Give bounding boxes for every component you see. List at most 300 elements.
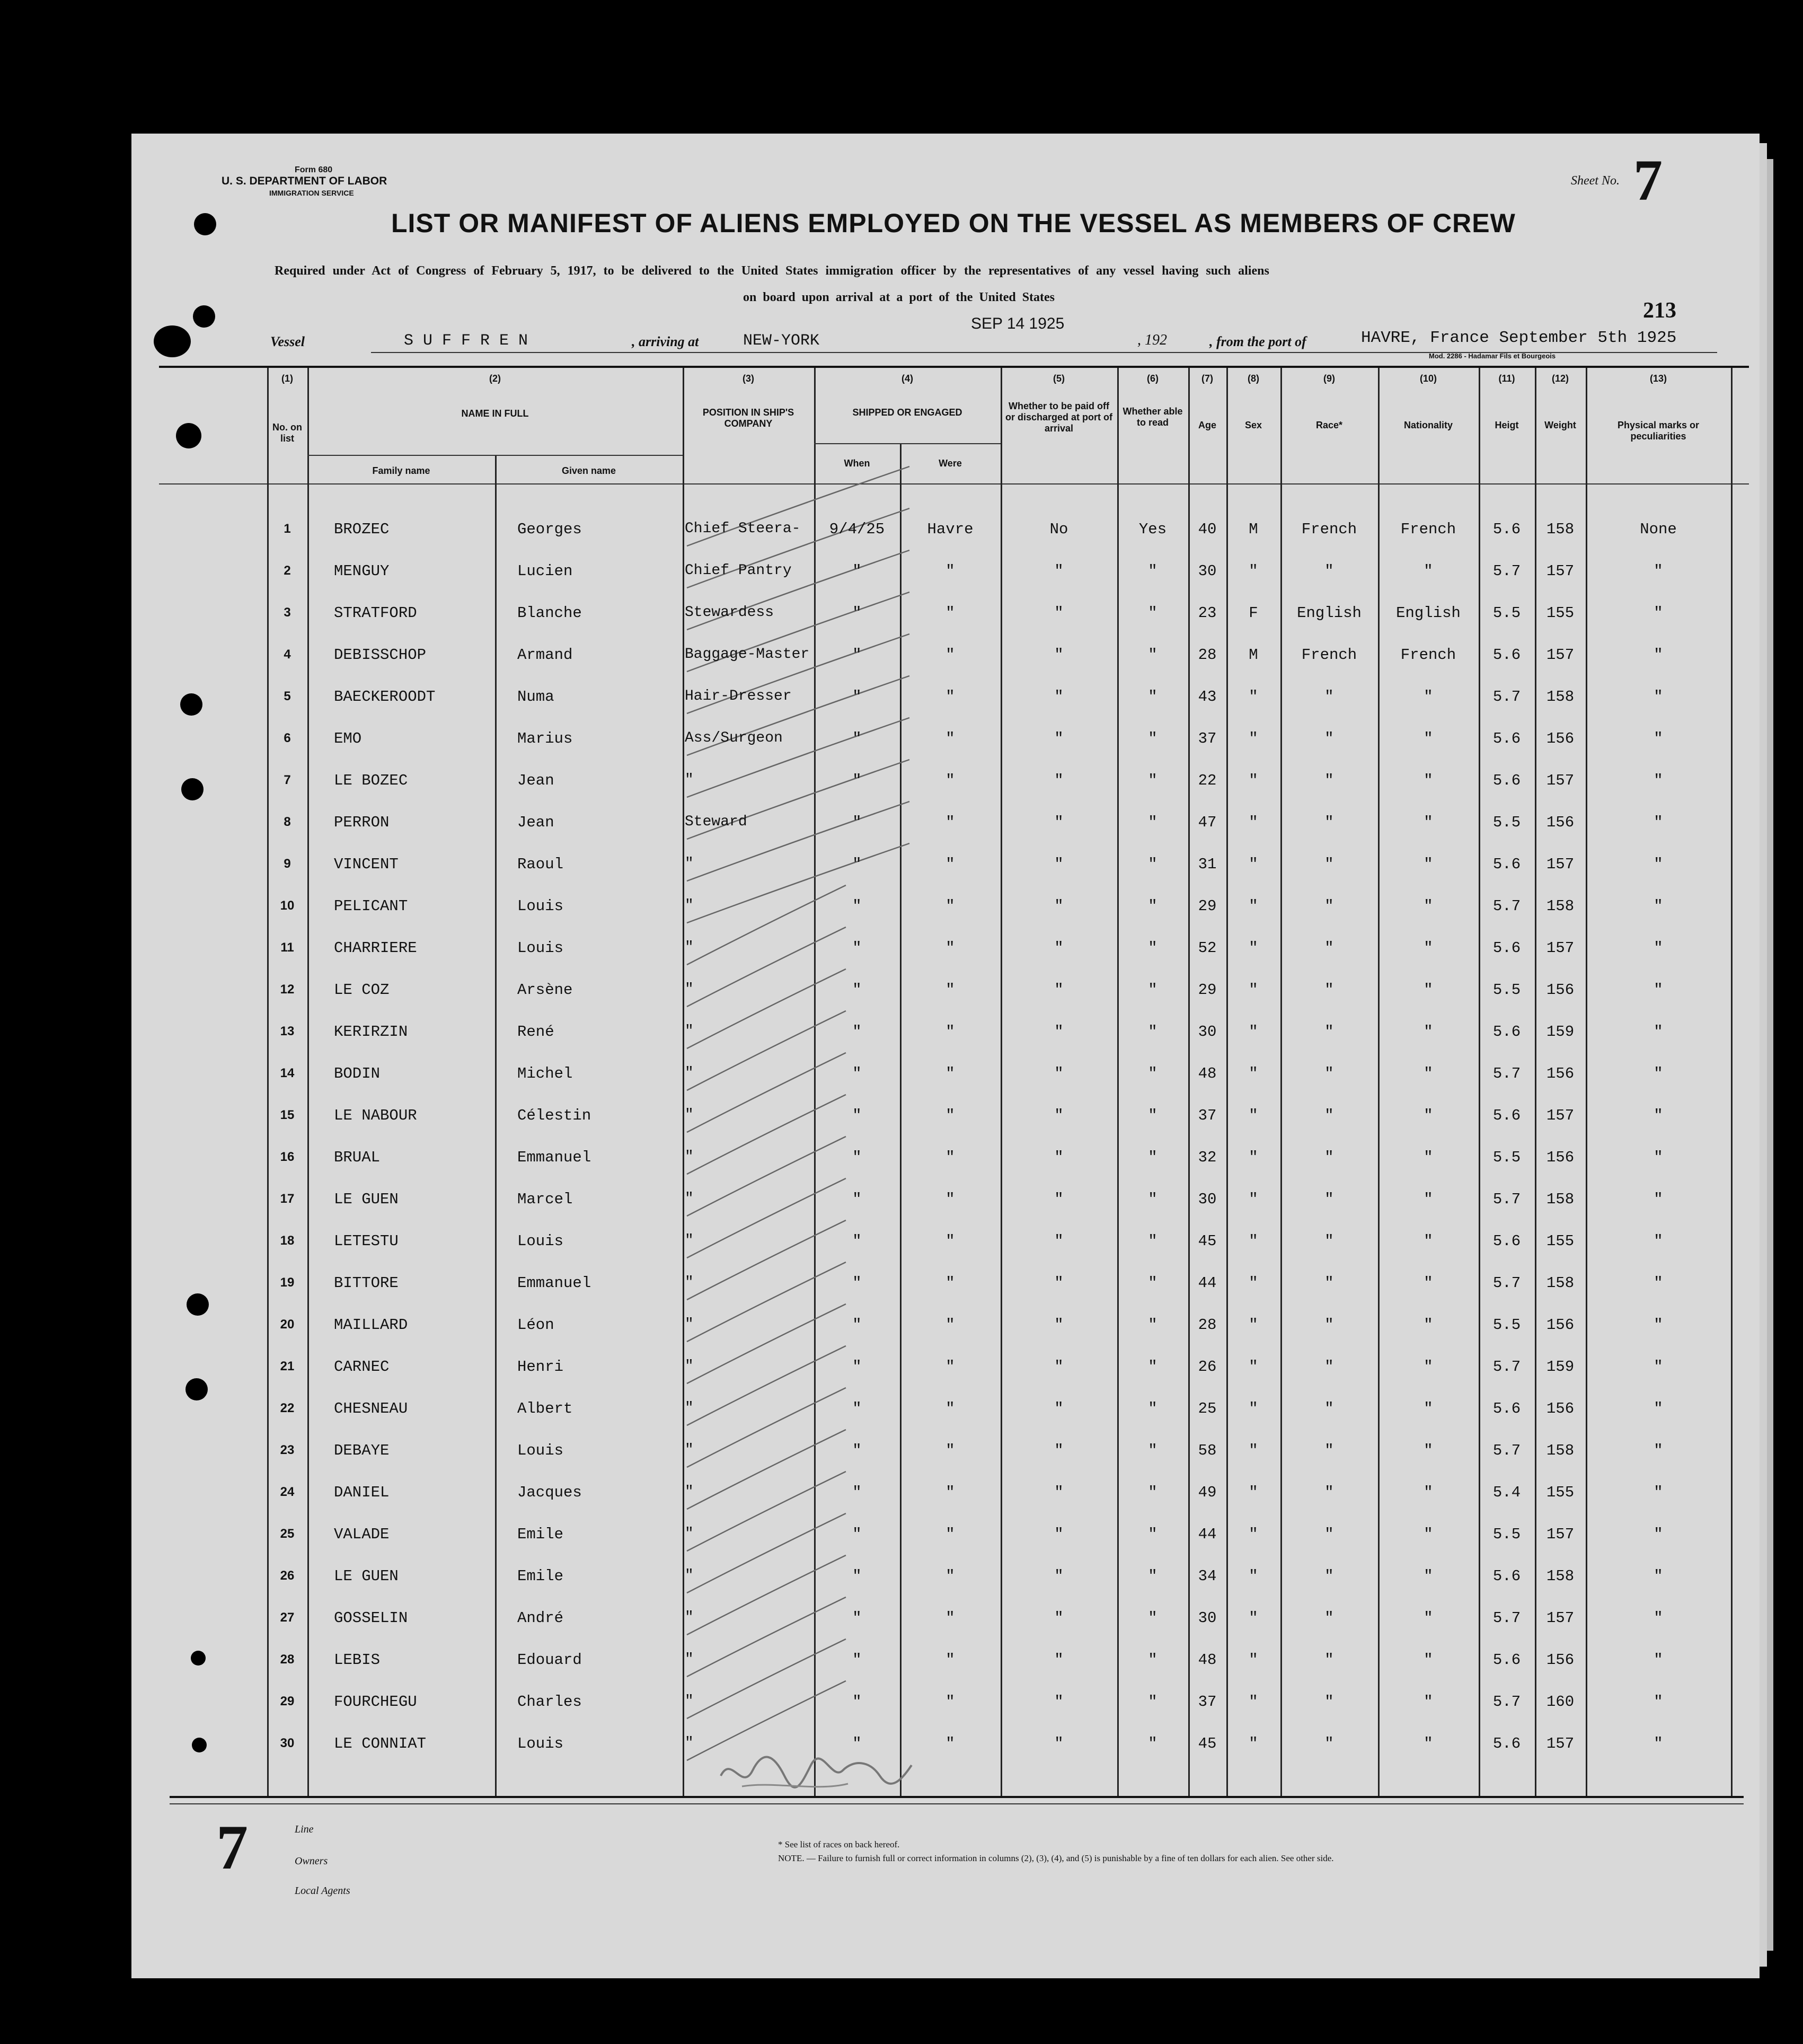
race-cell: ": [1324, 1232, 1334, 1250]
printer-imprint: Mod. 2286 - Hadamar Fils et Bourgeois: [1429, 352, 1556, 360]
paid-off-cell: ": [1054, 814, 1064, 831]
family-name-cell: CHARRIERE: [334, 939, 417, 957]
shipped-where-cell: ": [945, 1442, 955, 1459]
shipped-when-cell: ": [852, 1735, 862, 1752]
paid-off-cell: ": [1054, 730, 1064, 747]
nationality-cell: ": [1424, 814, 1433, 831]
weight-cell: 155: [1546, 1232, 1575, 1250]
page-title: LIST OR MANIFEST OF ALIENS EMPLOYED ON THE VESSEL AS MEMBERS OF CREW: [391, 208, 1516, 238]
shipped-when-cell: ": [852, 1023, 862, 1041]
shipped-when-cell: ": [852, 1274, 862, 1292]
position-cell: ": [685, 1149, 694, 1165]
shipped-when-cell: ": [852, 1065, 862, 1082]
sex-cell: M: [1249, 521, 1258, 538]
able-to-read-cell: ": [1148, 1191, 1157, 1208]
family-name-cell: LE GUEN: [334, 1567, 399, 1585]
physical-marks-cell: ": [1654, 1651, 1663, 1669]
sex-cell: ": [1249, 897, 1258, 915]
height-cell: 5.5: [1492, 604, 1521, 622]
race-cell: ": [1324, 1274, 1334, 1292]
family-name-cell: BRUAL: [334, 1149, 381, 1166]
shipped-when-cell: ": [852, 646, 862, 664]
shipped-when-cell: ": [852, 562, 862, 580]
shipped-where-cell: ": [945, 688, 955, 706]
family-name-cell: LE GUEN: [334, 1191, 399, 1208]
col-header-weight: Weight: [1544, 420, 1576, 430]
shipped-where-cell: ": [945, 1609, 955, 1627]
given-name-cell: Emile: [517, 1526, 564, 1543]
col-header-when: When: [844, 458, 870, 469]
nationality-cell: ": [1424, 772, 1433, 789]
given-name-cell: Jacques: [517, 1484, 582, 1501]
subtitle-line1: Required under Act of Congress of February 5, 1917, to be delivered to the United States immigration officer by the representatives of any vessel having such aliens: [275, 264, 1269, 278]
shipped-when-cell: ": [852, 1693, 862, 1711]
weight-cell: 156: [1546, 1651, 1575, 1669]
race-cell: ": [1324, 1442, 1334, 1459]
shipped-where-cell: ": [945, 1232, 955, 1250]
shipped-where-cell: Havre: [927, 521, 974, 538]
nationality-cell: ": [1424, 1065, 1433, 1082]
family-name-cell: MAILLARD: [334, 1316, 408, 1334]
col-header-family: Family name: [372, 465, 430, 476]
position-cell: ": [685, 1023, 694, 1039]
position-cell: Chief Pantry: [685, 562, 792, 579]
able-to-read-cell: ": [1148, 1484, 1157, 1501]
height-cell: 5.5: [1492, 1526, 1521, 1543]
position-cell: ": [685, 1065, 694, 1081]
age-cell: 28: [1198, 1316, 1217, 1334]
sex-cell: ": [1249, 939, 1258, 957]
race-cell: ": [1324, 1358, 1334, 1376]
race-cell: French: [1301, 646, 1357, 664]
weight-cell: 158: [1546, 688, 1575, 706]
able-to-read-cell: ": [1148, 1358, 1157, 1376]
given-name-cell: Léon: [517, 1316, 554, 1334]
family-name-cell: DANIEL: [334, 1484, 390, 1501]
able-to-read-cell: ": [1148, 1651, 1157, 1669]
race-cell: ": [1324, 1735, 1334, 1752]
nationality-cell: ": [1424, 1400, 1433, 1417]
given-name-cell: Armand: [517, 646, 573, 664]
height-cell: 5.5: [1492, 981, 1521, 999]
age-cell: 30: [1198, 1609, 1217, 1627]
age-cell: 30: [1198, 1023, 1217, 1041]
family-name-cell: LETESTU: [334, 1232, 399, 1250]
race-cell: ": [1324, 1651, 1334, 1669]
family-name-cell: GOSSELIN: [334, 1609, 408, 1627]
row-number: 10: [280, 898, 295, 913]
weight-cell: 157: [1546, 646, 1575, 664]
given-name-cell: Emmanuel: [517, 1274, 591, 1292]
given-name-cell: André: [517, 1609, 564, 1627]
age-cell: 23: [1198, 604, 1217, 622]
penalty-note: NOTE. — Failure to furnish full or correct information in columns (2), (3), (4), and (5) is punishable by a fine of ten dollars for each alien. See other side.: [778, 1853, 1334, 1863]
position-cell: ": [685, 1651, 694, 1668]
weight-cell: 156: [1546, 1149, 1575, 1166]
row-number: 11: [280, 940, 294, 955]
age-cell: 45: [1198, 1735, 1217, 1752]
row-number: 6: [284, 731, 291, 745]
physical-marks-cell: ": [1654, 1735, 1663, 1752]
race-cell: ": [1324, 1191, 1334, 1208]
given-name-cell: Michel: [517, 1065, 573, 1082]
sheet-number: 7: [1633, 148, 1663, 213]
shipped-when-cell: ": [852, 981, 862, 999]
position-cell: ": [685, 1191, 694, 1207]
height-cell: 5.6: [1492, 1567, 1521, 1585]
height-cell: 5.7: [1492, 1609, 1521, 1627]
col-header-marks: Physical marks or peculiarities: [1617, 420, 1700, 442]
row-number: 2: [284, 563, 291, 578]
weight-cell: 156: [1546, 1065, 1575, 1082]
nationality-cell: French: [1400, 646, 1456, 664]
race-cell: ": [1324, 856, 1334, 873]
position-cell: ": [685, 1567, 694, 1584]
able-to-read-cell: ": [1148, 562, 1157, 580]
col-header-read: Whether able to read: [1123, 406, 1183, 428]
given-name-cell: Lucien: [517, 562, 573, 580]
sex-cell: ": [1249, 1065, 1258, 1082]
able-to-read-cell: ": [1148, 1693, 1157, 1711]
shipped-when-cell: ": [852, 1651, 862, 1669]
given-name-cell: Emmanuel: [517, 1149, 591, 1166]
age-cell: 48: [1198, 1651, 1217, 1669]
age-cell: 37: [1198, 1693, 1217, 1711]
paid-off-cell: ": [1054, 1232, 1064, 1250]
able-to-read-cell: ": [1148, 1232, 1157, 1250]
sex-cell: ": [1249, 856, 1258, 873]
weight-cell: 157: [1546, 1107, 1575, 1124]
nationality-cell: ": [1424, 562, 1433, 580]
col-number: (6): [1147, 373, 1159, 384]
nationality-cell: ": [1424, 1609, 1433, 1627]
able-to-read-cell: ": [1148, 1609, 1157, 1627]
able-to-read-cell: ": [1148, 1442, 1157, 1459]
shipped-where-cell: ": [945, 1358, 955, 1376]
given-name-cell: Emile: [517, 1567, 564, 1585]
height-cell: 5.7: [1492, 1065, 1521, 1082]
physical-marks-cell: ": [1654, 1316, 1663, 1334]
position-cell: ": [685, 1693, 694, 1710]
paid-off-cell: ": [1054, 1609, 1064, 1627]
col-number: (11): [1498, 373, 1515, 384]
row-number: 3: [284, 605, 291, 620]
nationality-cell: ": [1424, 1232, 1433, 1250]
sex-cell: ": [1249, 1567, 1258, 1585]
family-name-cell: FOURCHEGU: [334, 1693, 417, 1711]
age-cell: 37: [1198, 1107, 1217, 1124]
age-cell: 31: [1198, 856, 1217, 873]
paid-off-cell: ": [1054, 1651, 1064, 1669]
age-cell: 44: [1198, 1526, 1217, 1543]
shipped-where-cell: ": [945, 772, 955, 789]
family-name-cell: KERIRZIN: [334, 1023, 408, 1041]
shipped-when-cell: ": [852, 1400, 862, 1417]
sex-cell: ": [1249, 1735, 1258, 1752]
inspector-signature: [710, 1744, 922, 1802]
shipped-when-cell: ": [852, 1191, 862, 1208]
nationality-cell: ": [1424, 981, 1433, 999]
physical-marks-cell: ": [1654, 1526, 1663, 1543]
height-cell: 5.4: [1492, 1484, 1521, 1501]
given-name-cell: Numa: [517, 688, 554, 706]
shipped-when-cell: ": [852, 939, 862, 957]
col-number: (3): [743, 373, 754, 384]
nationality-cell: ": [1424, 1358, 1433, 1376]
sex-cell: ": [1249, 1316, 1258, 1334]
vessel-label: Vessel: [270, 334, 305, 349]
shipped-where-cell: ": [945, 981, 955, 999]
paid-off-cell: ": [1054, 1567, 1064, 1585]
position-cell: Baggage-Master: [685, 646, 810, 663]
weight-cell: 158: [1546, 1567, 1575, 1585]
race-cell: ": [1324, 772, 1334, 789]
shipped-where-cell: ": [945, 1023, 955, 1041]
col-header-no: No. on list: [272, 422, 302, 444]
weight-cell: 157: [1546, 939, 1575, 957]
race-cell: ": [1324, 1484, 1334, 1501]
shipped-when-cell: ": [852, 688, 862, 706]
nationality-cell: ": [1424, 1442, 1433, 1459]
col-number: (5): [1053, 373, 1065, 384]
physical-marks-cell: ": [1654, 604, 1663, 622]
family-name-cell: VALADE: [334, 1526, 390, 1543]
physical-marks-cell: ": [1654, 1191, 1663, 1208]
shipped-where-cell: ": [945, 1191, 955, 1208]
height-cell: 5.6: [1492, 521, 1521, 538]
shipped-where-cell: ": [945, 1651, 955, 1669]
row-number: 23: [280, 1443, 295, 1457]
physical-marks-cell: ": [1654, 1358, 1663, 1376]
family-name-cell: LE COZ: [334, 981, 390, 999]
shipped-when-cell: ": [852, 604, 862, 622]
given-name-cell: Louis: [517, 1232, 564, 1250]
shipped-where-cell: ": [945, 939, 955, 957]
weight-cell: 157: [1546, 1735, 1575, 1752]
subtitle-line2: on board upon arrival at a port of the United States: [743, 290, 1055, 304]
given-name-cell: Louis: [517, 1735, 564, 1752]
able-to-read-cell: ": [1148, 939, 1157, 957]
footer-sheet-number: 7: [216, 1812, 248, 1882]
weight-cell: 159: [1546, 1023, 1575, 1041]
footer-line-label: Line: [295, 1823, 314, 1835]
able-to-read-cell: ": [1148, 856, 1157, 873]
sex-cell: ": [1249, 688, 1258, 706]
shipped-where-cell: ": [945, 1400, 955, 1417]
sex-cell: ": [1249, 1232, 1258, 1250]
position-cell: Chief Steera-: [685, 521, 801, 537]
family-name-cell: LEBIS: [334, 1651, 381, 1669]
shipped-where-cell: ": [945, 562, 955, 580]
races-note: * See list of races on back hereof.: [778, 1839, 900, 1849]
row-number: 18: [280, 1234, 295, 1248]
shipped-when-cell: ": [852, 897, 862, 915]
given-name-cell: René: [517, 1023, 554, 1041]
age-cell: 28: [1198, 646, 1217, 664]
race-cell: French: [1301, 521, 1357, 538]
family-name-cell: DEBISSCHOP: [334, 646, 427, 664]
row-number: 28: [280, 1652, 295, 1667]
sex-cell: ": [1249, 772, 1258, 789]
age-cell: 45: [1198, 1232, 1217, 1250]
nationality-cell: ": [1424, 688, 1433, 706]
able-to-read-cell: ": [1148, 1526, 1157, 1543]
able-to-read-cell: ": [1148, 730, 1157, 747]
footer-owners-label: Owners: [295, 1855, 328, 1867]
nationality-cell: ": [1424, 1316, 1433, 1334]
paid-off-cell: ": [1054, 1442, 1064, 1459]
shipped-when-cell: ": [852, 856, 862, 873]
col-number: (2): [489, 373, 501, 384]
able-to-read-cell: ": [1148, 772, 1157, 789]
physical-marks-cell: ": [1654, 897, 1663, 915]
row-number: 24: [280, 1485, 295, 1499]
sex-cell: ": [1249, 1609, 1258, 1627]
vessel-name: S U F F R E N: [404, 332, 528, 350]
shipped-where-cell: ": [945, 1107, 955, 1124]
able-to-read-cell: ": [1148, 1065, 1157, 1082]
height-cell: 5.6: [1492, 856, 1521, 873]
sex-cell: M: [1249, 646, 1258, 664]
race-cell: ": [1324, 1400, 1334, 1417]
height-cell: 5.7: [1492, 1358, 1521, 1376]
position-cell: ": [685, 1526, 694, 1542]
col-number: (4): [902, 373, 913, 384]
height-cell: 5.5: [1492, 1316, 1521, 1334]
position-cell: ": [685, 1358, 694, 1375]
race-cell: ": [1324, 688, 1334, 706]
shipped-where-cell: ": [945, 1149, 955, 1166]
col-header-race: Race*: [1315, 420, 1343, 430]
nationality-cell: ": [1424, 1693, 1433, 1711]
height-cell: 5.7: [1492, 897, 1521, 915]
paid-off-cell: ": [1054, 1693, 1064, 1711]
given-name-cell: Célestin: [517, 1107, 591, 1124]
able-to-read-cell: ": [1148, 1107, 1157, 1124]
row-number: 22: [280, 1401, 295, 1415]
race-cell: ": [1324, 1316, 1334, 1334]
sex-cell: ": [1249, 1191, 1258, 1208]
age-cell: 30: [1198, 1191, 1217, 1208]
col-header-height: Heigt: [1495, 420, 1519, 430]
age-cell: 29: [1198, 981, 1217, 999]
physical-marks-cell: ": [1654, 1149, 1663, 1166]
nationality-cell: ": [1424, 1526, 1433, 1543]
weight-cell: 158: [1546, 521, 1575, 538]
height-cell: 5.7: [1492, 1191, 1521, 1208]
able-to-read-cell: ": [1148, 688, 1157, 706]
weight-cell: 158: [1546, 1274, 1575, 1292]
weight-cell: 159: [1546, 1358, 1575, 1376]
paid-off-cell: ": [1054, 1191, 1064, 1208]
year-label: , 192: [1137, 332, 1167, 348]
height-cell: 5.7: [1492, 1442, 1521, 1459]
weight-cell: 156: [1546, 730, 1575, 747]
row-number: 16: [280, 1150, 295, 1164]
given-name-cell: Marius: [517, 730, 573, 747]
col-number: (9): [1323, 373, 1335, 384]
paid-off-cell: ": [1054, 646, 1064, 664]
age-cell: 52: [1198, 939, 1217, 957]
paid-off-cell: ": [1054, 1107, 1064, 1124]
height-cell: 5.6: [1492, 1023, 1521, 1041]
sex-cell: ": [1249, 1693, 1258, 1711]
row-number: 14: [280, 1066, 295, 1080]
age-cell: 32: [1198, 1149, 1217, 1166]
col-number: (1): [281, 373, 293, 384]
shipped-where-cell: ": [945, 646, 955, 664]
position-cell: Ass/Surgeon: [685, 730, 783, 746]
physical-marks-cell: ": [1654, 856, 1663, 873]
physical-marks-cell: ": [1654, 1274, 1663, 1292]
race-cell: ": [1324, 1609, 1334, 1627]
nationality-cell: ": [1424, 1023, 1433, 1041]
physical-marks-cell: ": [1654, 1567, 1663, 1585]
height-cell: 5.6: [1492, 646, 1521, 664]
row-number: 4: [284, 647, 291, 662]
family-name-cell: STRATFORD: [334, 604, 417, 622]
race-cell: ": [1324, 939, 1334, 957]
col-header-shipped: SHIPPED OR ENGAGED: [852, 407, 962, 418]
shipped-when-cell: ": [852, 1358, 862, 1376]
age-cell: 30: [1198, 562, 1217, 580]
height-cell: 5.6: [1492, 1651, 1521, 1669]
sex-cell: ": [1249, 1651, 1258, 1669]
physical-marks-cell: ": [1654, 646, 1663, 664]
shipped-where-cell: ": [945, 814, 955, 831]
physical-marks-cell: ": [1654, 562, 1663, 580]
shipped-when-cell: ": [852, 1484, 862, 1501]
paid-off-cell: ": [1054, 772, 1064, 789]
sex-cell: ": [1249, 730, 1258, 747]
nationality-cell: French: [1400, 521, 1456, 538]
col-number: (10): [1419, 373, 1437, 384]
position-cell: ": [685, 1735, 694, 1751]
position-cell: Hair-Dresser: [685, 688, 792, 704]
row-number: 30: [280, 1736, 295, 1750]
paid-off-cell: ": [1054, 1735, 1064, 1752]
form-number: Form 680: [295, 165, 333, 174]
given-name-cell: Blanche: [517, 604, 582, 622]
paid-off-cell: ": [1054, 1316, 1064, 1334]
weight-cell: 156: [1546, 1316, 1575, 1334]
row-number: 17: [280, 1192, 295, 1206]
height-cell: 5.7: [1492, 562, 1521, 580]
position-cell: Steward: [685, 814, 747, 830]
sex-cell: ": [1249, 1149, 1258, 1166]
family-name-cell: MENGUY: [334, 562, 390, 580]
able-to-read-cell: ": [1148, 646, 1157, 664]
nationality-cell: ": [1424, 897, 1433, 915]
given-name-cell: Louis: [517, 1442, 564, 1459]
paid-off-cell: ": [1054, 604, 1064, 622]
age-cell: 49: [1198, 1484, 1217, 1501]
physical-marks-cell: ": [1654, 981, 1663, 999]
position-cell: ": [685, 1274, 694, 1291]
age-cell: 40: [1198, 521, 1217, 538]
physical-marks-cell: ": [1654, 939, 1663, 957]
physical-marks-cell: ": [1654, 1400, 1663, 1417]
shipped-where-cell: ": [945, 730, 955, 747]
family-name-cell: CHESNEAU: [334, 1400, 408, 1417]
race-cell: ": [1324, 1526, 1334, 1543]
height-cell: 5.6: [1492, 730, 1521, 747]
shipped-where-cell: ": [945, 604, 955, 622]
given-name-cell: Louis: [517, 939, 564, 957]
family-name-cell: BITTORE: [334, 1274, 399, 1292]
position-cell: ": [685, 856, 694, 872]
family-name-cell: BAECKEROODT: [334, 688, 436, 706]
